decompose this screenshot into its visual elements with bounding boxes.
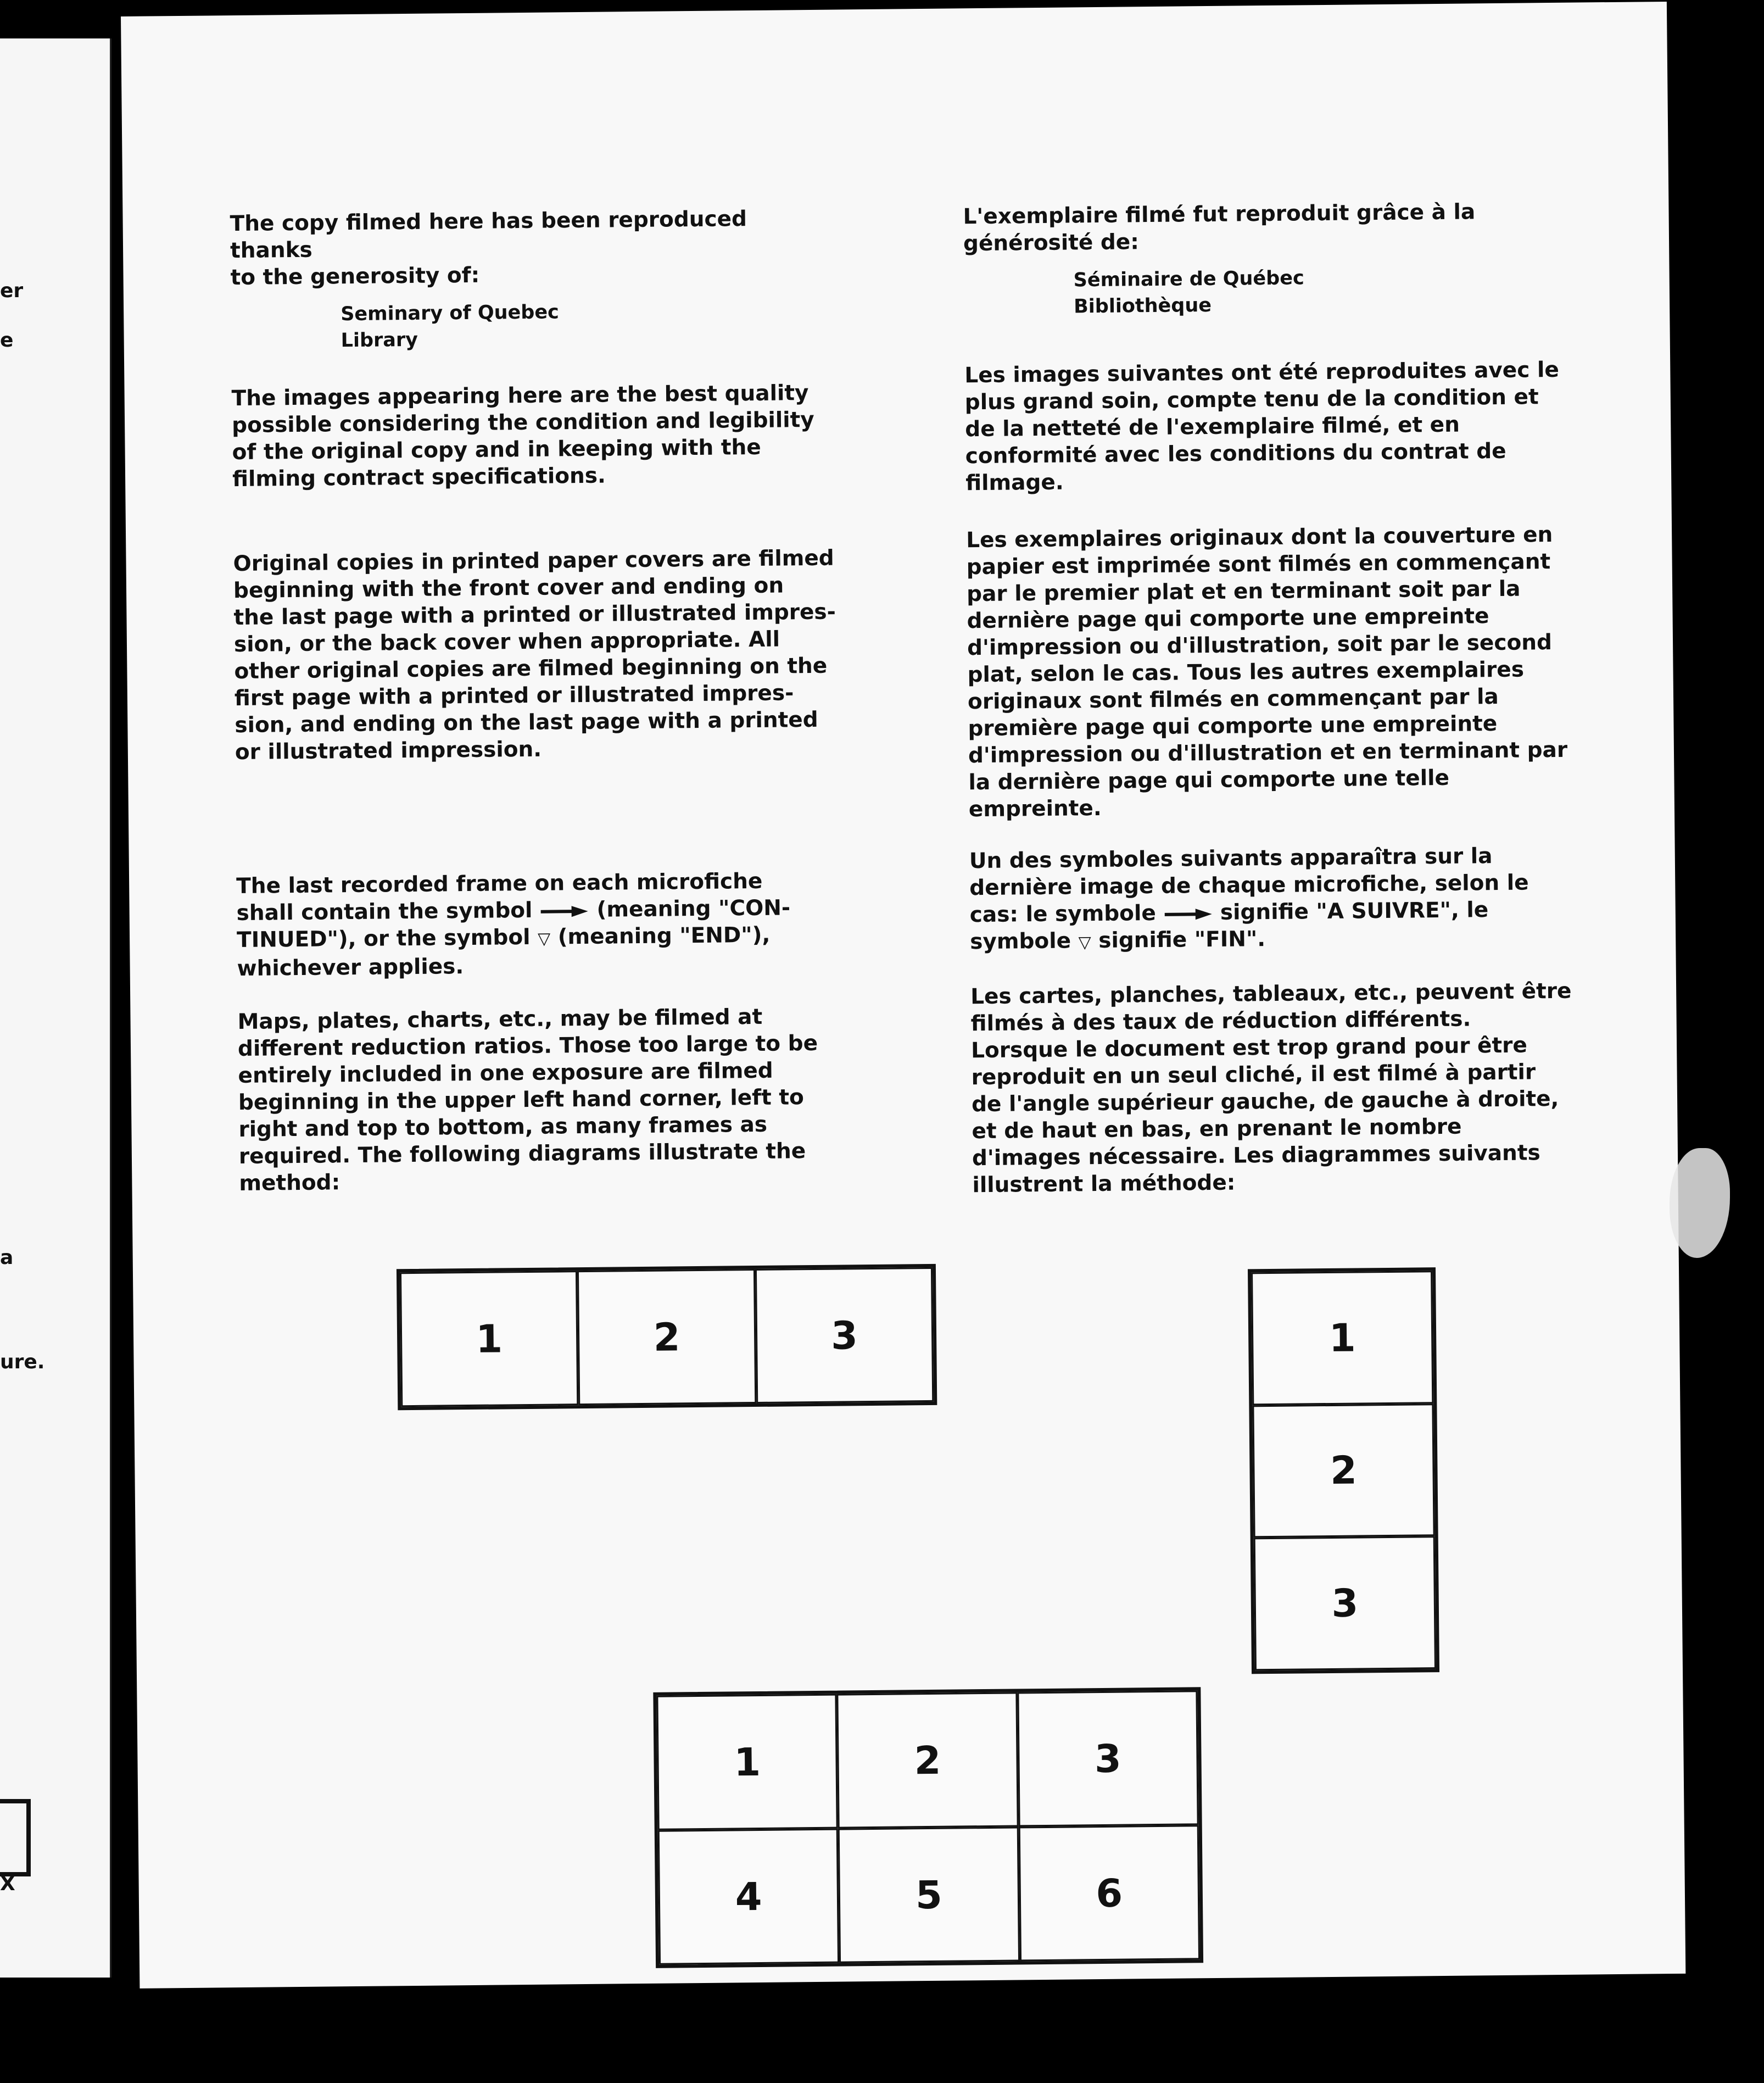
quality-paragraph: The images appearing here are the best quality possible considering the condition and legibility of the original copy and in keeping with the filming contract specifications. [231,381,814,492]
thanks-text: The copy filmed here has been reproduced thanks to the generosity of: [230,207,747,291]
fragment-text: ure. [0,1351,45,1373]
diagram-frame: 2 [1252,1403,1434,1538]
english-column [230,205,843,1197]
diagram-frame: 3 [755,1267,934,1403]
diagram-frame: 2 [837,1692,1019,1828]
continued-arrow-icon [540,904,589,918]
diagram-horizontal [397,1264,937,1410]
adjacent-page-fragment [0,38,111,1978]
diagram-frame: 4 [658,1829,840,1965]
diagram-frame: 5 [838,1826,1020,1963]
originals-paragraph: Les exemplaires originaux dont la couverture en papier est imprimée sont filmés en commençant par le premier plat et en terminant soit par la dernière page qui comporte une empreinte d'impression ou d'illustration, soit par le second plat, selon le cas. Tous les autres exemplaires originaux sont filmés en commençant par la première page qui comporte une empreinte d'impression ou d'illustration et en terminant par la dernière page qui comporte une telle empreinte. [966,522,1568,822]
quality-paragraph: Les images suivantes ont été reproduites avec le plus grand soin, compte tenu de la condition et de la netteté de l'exemplaire filmé, et en conformité avec les conditions du contrat de filmage. [964,357,1559,496]
diagram-grid [653,1687,1203,1968]
continued-arrow-icon [1163,906,1213,921]
fragment-text: e [0,329,14,352]
fragment-text: er [0,280,24,302]
diagram-frame: 1 [400,1271,579,1407]
fragment-text: X [0,1873,15,1895]
diagram-frame: 6 [1018,1825,1200,1961]
diagram-frame: 2 [577,1269,756,1405]
institution-name: Seminary of Quebec Library [340,301,560,352]
symbols-paragraph: Un des symboles suivants apparaîtra sur la dernière image de chaque microfiche, selon le cas: le symbole signifie "A SUIVRE", le symbole ▽ signifie "FIN". [969,844,1529,955]
film-speck [1670,1148,1730,1258]
maps-paragraph: Maps, plates, charts, etc., may be filmed at different reduction ratios. Those too large to be entirely included in one exposure are filmed beginning in the upper left hand corner, left to right and top to bottom, as many frames as required. The following diagrams illustrate the method: [237,1004,818,1196]
fragment-box [0,1799,31,1876]
institution-name: Séminaire de Québec Bibliothèque [1073,267,1304,318]
diagram-frame: 3 [1254,1536,1436,1670]
diagram-frame: 1 [1251,1271,1433,1405]
originals-paragraph: Original copies in printed paper covers are filmed beginning with the front cover and ending on the last page with a printed or illustrated impres- sion, or the back cover when appropriate. All other original copies are filmed beginning on the first page with a printed or illustrated impres- sion, and ending on the last page with a printed or illustrated impression. [233,545,836,765]
symbols-paragraph: The last recorded frame on each microfiche shall contain the symbol (meaning "CON- TINUED"), or the symbol ▽ (meaning "END"), whichever applies. [236,868,791,982]
end-triangle-icon: ▽ [1078,933,1091,953]
fragment-text: a [0,1246,14,1269]
french-column [963,198,1587,1199]
end-triangle-icon: ▽ [537,929,551,949]
thanks-text: L'exemplaire filmé fut reproduit grâce à la générosité de: [963,199,1476,257]
diagram-vertical [1248,1267,1439,1674]
diagram-frame: 3 [1017,1690,1199,1826]
document-page [121,2,1685,1989]
diagram-frame: 1 [656,1694,838,1830]
maps-paragraph: Les cartes, planches, tableaux, etc., peuvent être filmés à des taux de réduction différents. Lorsque le document est trop grand pour être reproduit en un seul cliché, il est filmé à partir de l'angle supérieur gauche, de gauche à droite, et de haut en bas, en prenant le nombre d'images nécessaire. Les diagrammes suivants illustrent la méthode: [970,978,1572,1198]
